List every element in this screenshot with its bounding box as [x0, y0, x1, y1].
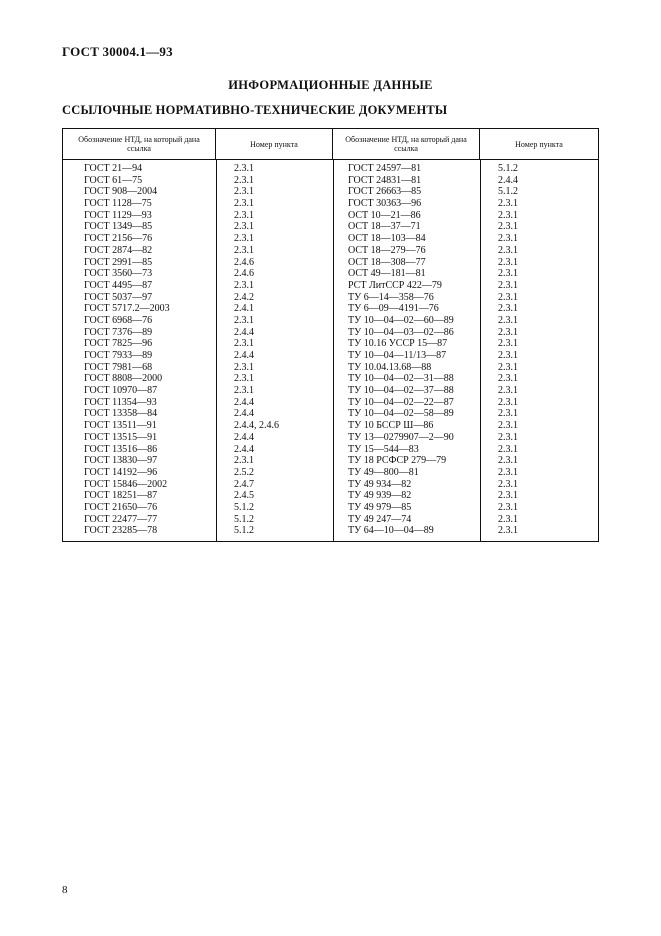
- table-row: [63, 479, 598, 491]
- clause-number: 2.3.1: [498, 279, 518, 291]
- document-designation: ГОСТ 1128—75: [84, 198, 152, 210]
- table-body: [63, 163, 598, 537]
- clause-number: 2.3.1: [498, 198, 518, 210]
- table-row: [63, 420, 598, 432]
- clause-number: 2.3.1: [234, 198, 254, 210]
- reference-table: [62, 128, 599, 542]
- clause-number: 2.3.1: [234, 373, 254, 385]
- clause-number: 2.4.4: [234, 431, 254, 443]
- document-designation: ГОСТ 18251—87: [84, 490, 158, 502]
- table-row: [63, 163, 598, 175]
- document-designation: ТУ 10—04—02—31—88: [348, 373, 454, 385]
- subtitle: ССЫЛОЧНЫЕ НОРМАТИВНО-ТЕХНИЧЕСКИЕ ДОКУМЕНТЫ: [62, 103, 448, 117]
- document-designation: ГОСТ 21650—76: [84, 501, 158, 513]
- document-designation: ТУ 15—544—83: [348, 443, 419, 455]
- table-row: [63, 338, 598, 350]
- document-designation: ТУ 13—0279907—2—90: [348, 431, 454, 443]
- document-designation: ГОСТ 5037—97: [84, 291, 153, 303]
- document-designation: ТУ 6—14—358—76: [348, 291, 434, 303]
- clause-number: 2.4.4: [498, 174, 518, 186]
- document-designation: ТУ 49 979—85: [348, 501, 412, 513]
- document-designation: ГОСТ 10970—87: [84, 385, 158, 397]
- document-designation: ГОСТ 908—2004: [84, 186, 158, 198]
- table-row: [63, 408, 598, 420]
- document-designation: ТУ 10.16 УССР 15—87: [348, 338, 448, 350]
- document-designation: РСТ ЛитССР 422—79: [348, 279, 442, 291]
- table-row: [63, 432, 598, 444]
- clause-number: 2.3.1: [234, 209, 254, 221]
- clause-number: 2.3.1: [498, 408, 518, 420]
- document-designation: ТУ 49—800—81: [348, 466, 419, 478]
- clause-number: 2.3.1: [234, 314, 254, 326]
- column-header-clause: Номер пункта: [515, 139, 563, 149]
- clause-number: 5.1.2: [234, 525, 254, 537]
- column-header-document: Обозначение НТД, на который дана ссылка: [333, 129, 480, 159]
- clause-number: 2.3.1: [234, 455, 254, 467]
- clause-number: 2.3.1: [498, 256, 518, 268]
- clause-number: 2.5.2: [234, 466, 254, 478]
- document-designation: ТУ 10.04.13.68—88: [348, 361, 432, 373]
- clause-number: 2.3.1: [234, 221, 254, 233]
- table-row: [63, 175, 598, 187]
- clause-number: 2.3.1: [234, 338, 254, 350]
- document-designation: ГОСТ 61—75: [84, 174, 143, 186]
- clause-number: 2.3.1: [498, 361, 518, 373]
- clause-number: 2.3.1: [498, 420, 518, 432]
- document-designation: ГОСТ 30363—96: [348, 198, 422, 210]
- document-designation: ОСТ 18—37—71: [348, 221, 421, 233]
- document-designation: ТУ 6—09—4191—76: [348, 303, 439, 315]
- document-designation: ГОСТ 2156—76: [84, 233, 153, 245]
- document-designation: ТУ 49 247—74: [348, 513, 412, 525]
- document-designation: ТУ 10—04—02—58—89: [348, 408, 454, 420]
- section-title: ИНФОРМАЦИОННЫЕ ДАННЫЕ: [228, 78, 433, 92]
- document-designation: ГОСТ 7376—89: [84, 326, 153, 338]
- document-designation: ГОСТ 6968—76: [84, 314, 153, 326]
- table-row: [63, 525, 598, 537]
- clause-number: 2.4.7: [234, 478, 254, 490]
- document-designation: ГОСТ 2991—85: [84, 256, 153, 268]
- document-designation: ГОСТ 14192—96: [84, 466, 158, 478]
- clause-number: 2.3.1: [498, 314, 518, 326]
- document-designation: ТУ 10—04—02—60—89: [348, 314, 454, 326]
- document-designation: ТУ 18 РСФСР 279—79: [348, 455, 447, 467]
- clause-number: 2.3.1: [498, 373, 518, 385]
- clause-number: 2.3.1: [498, 431, 518, 443]
- document-designation: ГОСТ 11354—93: [84, 396, 157, 408]
- clause-number: 2.4.4: [234, 396, 254, 408]
- document-designation: ГОСТ 13830—97: [84, 455, 158, 467]
- document-designation: ГОСТ 7825—96: [84, 338, 153, 350]
- table-row: [63, 514, 598, 526]
- clause-number: 2.3.1: [498, 525, 518, 537]
- document-designation: ГОСТ 22477—77: [84, 513, 158, 525]
- table-row: [63, 350, 598, 362]
- clause-number: 2.4.4: [234, 443, 254, 455]
- document-designation: ГОСТ 7933—89: [84, 350, 153, 361]
- table-row: [63, 257, 598, 269]
- clause-number: 2.4.5: [234, 490, 254, 502]
- document-designation: ГОСТ 15846—2002: [84, 478, 168, 490]
- table-row: [63, 280, 598, 292]
- document-designation: ТУ 10—04—02—22—87: [348, 396, 454, 408]
- table-row: [63, 268, 598, 280]
- document-designation: ТУ 10—04—03—02—86: [348, 326, 454, 338]
- document-header: ГОСТ 30004.1—93: [62, 44, 173, 59]
- document-designation: ОСТ 49—181—81: [348, 268, 426, 280]
- table-row: [63, 455, 598, 467]
- clause-number: 2.3.1: [498, 501, 518, 513]
- table-row: [63, 245, 598, 257]
- clause-number: 2.3.1: [498, 350, 518, 361]
- clause-number: 2.3.1: [498, 268, 518, 280]
- table-row: [63, 362, 598, 374]
- document-designation: ОСТ 18—103—84: [348, 233, 426, 245]
- table-header-row: [63, 129, 598, 160]
- document-designation: ГОСТ 7981—68: [84, 361, 153, 373]
- table-row: [63, 502, 598, 514]
- document-designation: ГОСТ 24831—81: [348, 174, 422, 186]
- clause-number: 2.3.1: [498, 233, 518, 245]
- table-row: [63, 490, 598, 502]
- page-number: 8: [62, 884, 68, 896]
- clause-number: 5.1.2: [498, 186, 518, 198]
- clause-number: 2.4.6: [234, 268, 254, 280]
- table-row: [63, 373, 598, 385]
- document-designation: ГОСТ 13515—91: [84, 431, 158, 443]
- table-row: [63, 221, 598, 233]
- clause-number: 2.3.1: [234, 186, 254, 198]
- clause-number: 2.4.4: [234, 326, 254, 338]
- clause-number: 5.1.2: [234, 501, 254, 513]
- clause-number: 2.4.4: [234, 408, 254, 420]
- document-designation: ГОСТ 24597—81: [348, 163, 422, 174]
- clause-number: 2.3.1: [498, 244, 518, 256]
- clause-number: 2.4.1: [234, 303, 254, 315]
- column-header-document: Обозначение НТД, на который дана ссылка: [63, 129, 216, 159]
- document-designation: ТУ 10—04—02—37—88: [348, 385, 454, 397]
- document-designation: ОСТ 18—279—76: [348, 244, 426, 256]
- clause-number: 2.4.2: [234, 291, 254, 303]
- column-header-clause: Номер пункта: [216, 129, 333, 159]
- document-designation: ГОСТ 26663—85: [348, 186, 422, 198]
- table-row: [63, 233, 598, 245]
- clause-number: 2.3.1: [498, 466, 518, 478]
- clause-number: 2.3.1: [498, 221, 518, 233]
- clause-number: 2.3.1: [234, 163, 254, 174]
- document-designation: ГОСТ 23285—78: [84, 525, 158, 537]
- clause-number: 2.3.1: [234, 233, 254, 245]
- table-row: [63, 467, 598, 479]
- table-row: [63, 198, 598, 210]
- document-designation: ГОСТ 1129—93: [84, 209, 152, 221]
- clause-number: 2.4.4, 2.4.6: [234, 420, 279, 432]
- table-row: [63, 327, 598, 339]
- clause-number: 2.3.1: [498, 478, 518, 490]
- document-designation: ГОСТ 1349—85: [84, 221, 153, 233]
- clause-number: 2.3.1: [234, 244, 254, 256]
- clause-number: 2.3.1: [234, 279, 254, 291]
- clause-number: 2.4.4: [234, 350, 254, 361]
- clause-number: 2.3.1: [234, 174, 254, 186]
- table-row: [63, 292, 598, 304]
- clause-number: 2.3.1: [498, 291, 518, 303]
- clause-number: 2.3.1: [498, 385, 518, 397]
- document-designation: ГОСТ 13358—84: [84, 408, 158, 420]
- table-row: [63, 444, 598, 456]
- document-designation: ГОСТ 21—94: [84, 163, 143, 174]
- clause-number: 2.3.1: [234, 361, 254, 373]
- clause-number: 2.3.1: [498, 455, 518, 467]
- clause-number: 2.3.1: [498, 338, 518, 350]
- table-row: [63, 303, 598, 315]
- document-designation: ТУ 49 934—82: [348, 478, 412, 490]
- clause-number: 2.3.1: [234, 385, 254, 397]
- table-row: [63, 186, 598, 198]
- document-designation: ГОСТ 3560—73: [84, 268, 153, 280]
- document-designation: ОСТ 18—308—77: [348, 256, 426, 268]
- document-designation: ТУ 64—10—04—89: [348, 525, 434, 537]
- clause-number: 2.3.1: [498, 443, 518, 455]
- clause-number: 2.3.1: [498, 490, 518, 502]
- document-designation: ГОСТ 2874—82: [84, 244, 153, 256]
- document-designation: ГОСТ 5717.2—2003: [84, 303, 170, 315]
- document-designation: ТУ 10—04—11/13—87: [348, 350, 447, 361]
- table-row: [63, 315, 598, 327]
- document-designation: ГОСТ 13516—86: [84, 443, 158, 455]
- table-row: [63, 397, 598, 409]
- clause-number: 2.3.1: [498, 513, 518, 525]
- table-row: [63, 385, 598, 397]
- document-designation: ГОСТ 8808—2000: [84, 373, 163, 385]
- clause-number: 2.3.1: [498, 303, 518, 315]
- clause-number: 5.1.2: [234, 513, 254, 525]
- clause-number: 2.3.1: [498, 209, 518, 221]
- document-designation: ГОСТ 4495—87: [84, 279, 153, 291]
- clause-number: 2.3.1: [498, 396, 518, 408]
- clause-number: 5.1.2: [498, 163, 518, 174]
- document-designation: ОСТ 10—21—86: [348, 209, 421, 221]
- clause-number: 2.3.1: [498, 326, 518, 338]
- clause-number: 2.4.6: [234, 256, 254, 268]
- document-designation: ТУ 10 БССР Ш—86: [348, 420, 434, 432]
- document-designation: ТУ 49 939—82: [348, 490, 412, 502]
- document-designation: ГОСТ 13511—91: [84, 420, 157, 432]
- table-row: [63, 210, 598, 222]
